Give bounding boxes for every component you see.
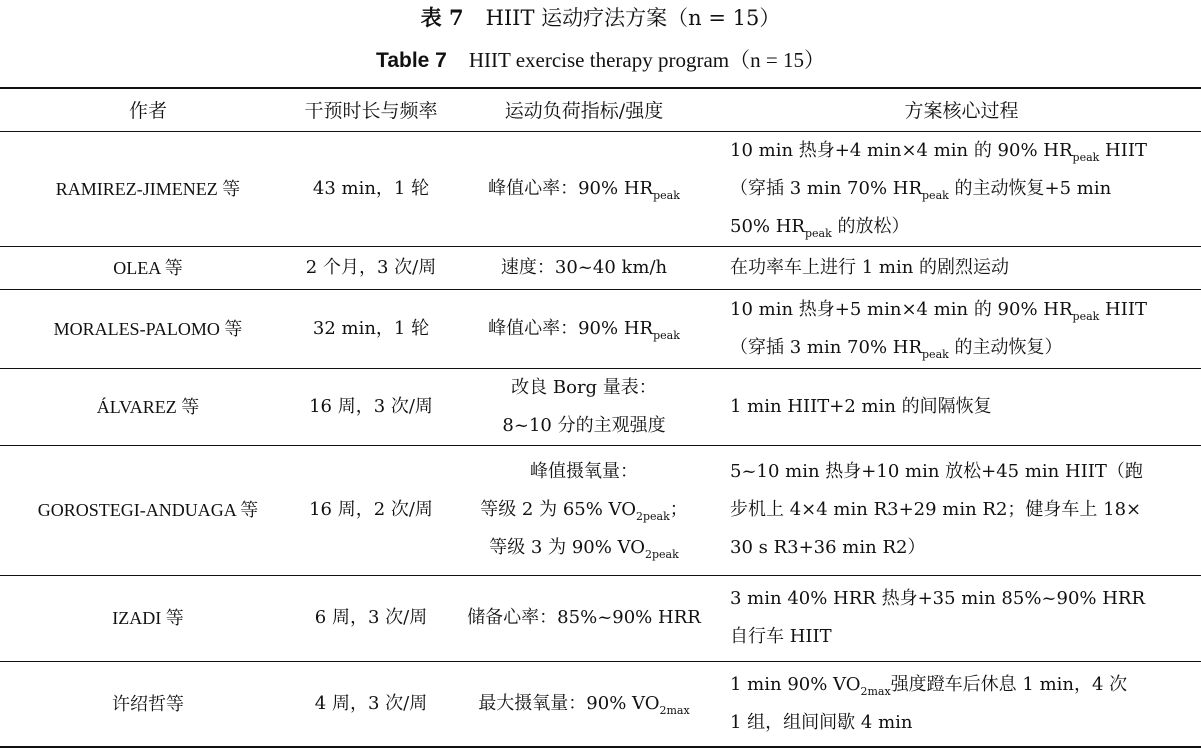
table-title-cn: HIIT 运动疗法方案（n = 15）: [485, 6, 781, 30]
core-process-line: （穿插 3 min 70% $HR_{peak}$ 的主动恢复）: [730, 336, 1063, 361]
load-line: 最大摄氧量：90% $VO_{2max}$: [478, 692, 690, 717]
cell-duration: 6 周，3 次/周: [296, 575, 446, 661]
cell-load: [446, 289, 722, 368]
table-row: [0, 445, 1201, 575]
cell-duration: 32 min，1 轮: [296, 289, 446, 368]
core-process-line: 3 min 40% HRR 热身+35 min 85%~90% HRR: [730, 588, 1146, 609]
header-core-process: 方案核心过程: [722, 88, 1201, 131]
cell-load: [446, 575, 722, 661]
table-row: [0, 246, 1201, 289]
table-row: [0, 661, 1201, 747]
core-process-line: 1 min 90% $VO_{2max}$强度蹬车后休息 1 min，4 次: [730, 673, 1128, 698]
core-process-line: 1 组，组间间歇 4 min: [730, 711, 913, 733]
table-header-row: [0, 88, 1201, 131]
cell-core-process: [722, 575, 1201, 661]
header-author: 作者: [0, 88, 296, 131]
table-caption-english: [0, 46, 1201, 75]
cell-load: [446, 246, 722, 289]
table-row: [0, 131, 1201, 246]
cell-author: IZADI 等: [0, 575, 296, 661]
table-row: [0, 575, 1201, 661]
cell-author: GOROSTEGI-ANDUAGA 等: [0, 445, 296, 575]
load-line: 峰值心率：90% $HR_{peak}$: [488, 317, 680, 342]
core-process-line: 自行车 HIIT: [730, 626, 832, 647]
table-number-cn: 表 7: [420, 5, 464, 30]
header-load: 运动负荷指标/强度: [446, 88, 722, 131]
core-process-line: 30 s R3+36 min R2）: [730, 537, 926, 558]
core-process-line: 步机上 4×4 min R3+29 min R2；健身车上 18×: [730, 499, 1142, 520]
core-process-line: 1 min HIIT+2 min 的间隔恢复: [730, 395, 992, 417]
load-line: 等级 3 为 90% $VO_{2peak}$: [489, 537, 679, 561]
core-process-line: 在功率车上进行 1 min 的剧烈运动: [730, 256, 1010, 278]
load-line: 8~10 分的主观强度: [502, 414, 666, 436]
cell-core-process: [722, 289, 1201, 368]
table-row: [0, 368, 1201, 445]
cell-author: 许绍哲等: [0, 661, 296, 747]
load-line: 改良 Borg 量表：: [511, 376, 657, 398]
hiit-program-table: [0, 87, 1201, 748]
cell-load: [446, 661, 722, 747]
table-caption-chinese: [0, 4, 1201, 32]
cell-load: [446, 131, 722, 246]
load-line: 等级 2 为 65% $VO_{2peak}$；: [480, 499, 688, 523]
core-process-line: 50% $HR_{peak}$ 的放松）: [730, 215, 910, 240]
cell-duration: 43 min，1 轮: [296, 131, 446, 246]
table-body: [0, 131, 1201, 747]
cell-author: RAMIREZ-JIMENEZ 等: [0, 131, 296, 246]
core-process-line: 10 min 热身+5 min×4 min 的 90% $HR_{peak}$ HIIT: [730, 298, 1147, 323]
cell-duration: 2 个月，3 次/周: [296, 246, 446, 289]
cell-duration: 16 周，2 次/周: [296, 445, 446, 575]
cell-duration: 16 周，3 次/周: [296, 368, 446, 445]
cell-core-process: [722, 246, 1201, 289]
cell-author: MORALES-PALOMO 等: [0, 289, 296, 368]
cell-duration: 4 周，3 次/周: [296, 661, 446, 747]
core-process-line: （穿插 3 min 70% $HR_{peak}$ 的主动恢复+5 min: [730, 177, 1112, 202]
table-number-en: Table 7: [376, 49, 447, 72]
load-line: 速度：30~40 km/h: [500, 256, 668, 278]
table-row: [0, 289, 1201, 368]
cell-core-process: [722, 131, 1201, 246]
header-duration: 干预时长与频率: [296, 88, 446, 131]
cell-load: [446, 445, 722, 575]
cell-author: ÁLVAREZ 等: [0, 368, 296, 445]
cell-load: [446, 368, 722, 445]
table-title-en: HIIT exercise therapy program（n = 15）: [468, 48, 825, 72]
load-line: 峰值心率：90% $HR_{peak}$: [488, 177, 680, 202]
load-line: 峰值摄氧量：: [530, 461, 638, 482]
cell-core-process: [722, 368, 1201, 445]
cell-author: OLEA 等: [0, 246, 296, 289]
cell-core-process: [722, 445, 1201, 575]
cell-core-process: [722, 661, 1201, 747]
load-line: 储备心率：85%~90% HRR: [467, 607, 701, 628]
core-process-line: 5~10 min 热身+10 min 放松+45 min HIIT（跑: [730, 461, 1143, 482]
core-process-line: 10 min 热身+4 min×4 min 的 90% $HR_{peak}$ HIIT: [730, 139, 1147, 164]
